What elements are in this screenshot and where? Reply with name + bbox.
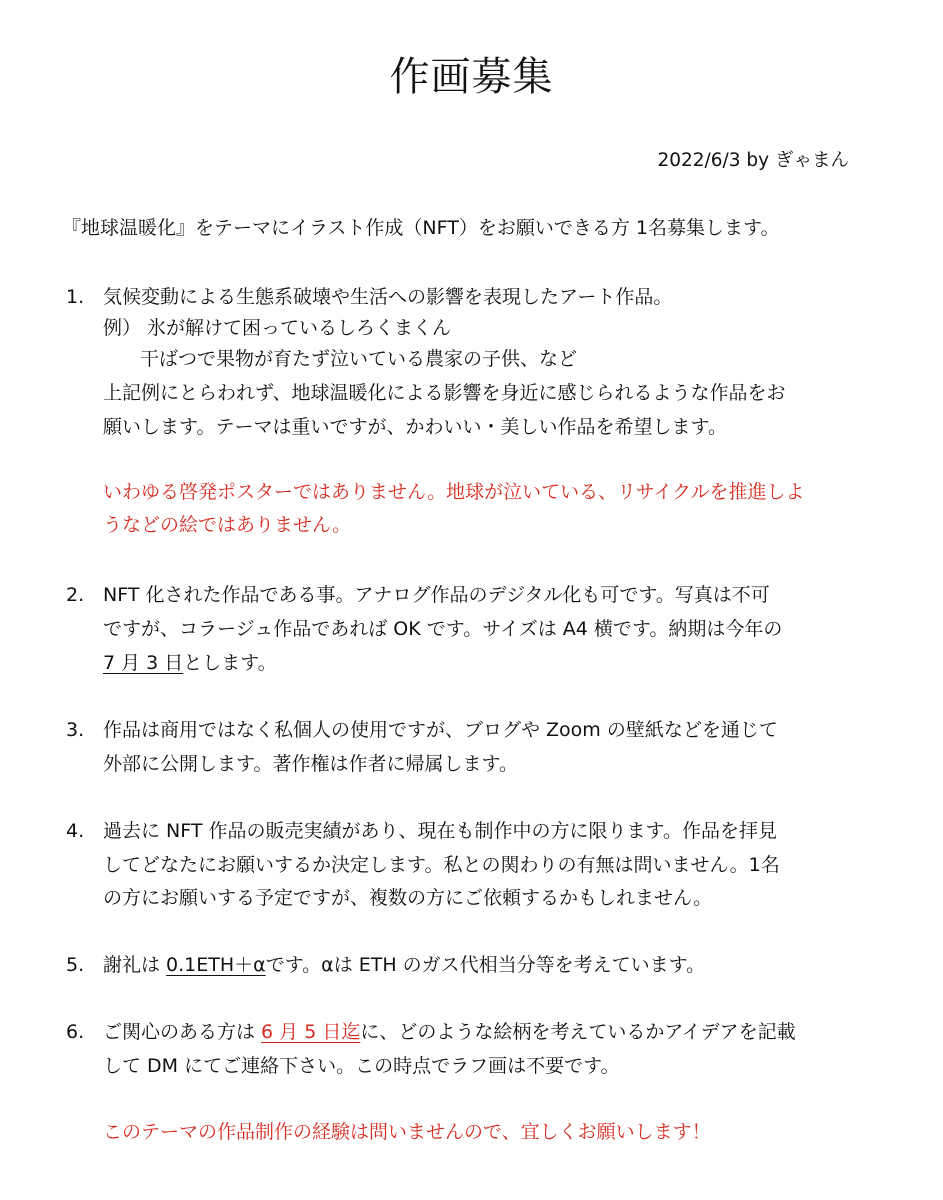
item-6-line-1 (103, 1018, 796, 1046)
item-1-line-3: 干ばつで果物が育たず泣いている農家の子供、など (140, 348, 578, 370)
item-4-line-2: してどなたにお願いするか決定します。私との関わりの有無は問いません。1名 (103, 854, 780, 876)
deadline-suffix: とします。 (183, 652, 277, 674)
item-1-line-1: 気候変動による生態系破壊や生活への影響を表現したアート作品。 (103, 286, 673, 308)
item-4-number: 4. (66, 820, 85, 842)
item-3-line-2: 外部に公開します。著作権は作者に帰属します。 (103, 753, 518, 775)
item-1-line-5: 願いします。テーマは重いですが、かわいい・美しい作品を希望します。 (103, 416, 727, 438)
contact-deadline: 6 月 5 日迄 (261, 1021, 361, 1043)
item-6-number: 6. (66, 1021, 85, 1043)
item-1-note-line-2: うなどの絵ではありません。 (103, 514, 352, 536)
closing-message: このテーマの作品制作の経験は問いませんので、宜しくお願いします！ (103, 1121, 711, 1143)
item-1-line-2: 例） 氷が解けて困っているしろくまくん (103, 317, 452, 339)
item-6-line-2: して DM にてご連絡下さい。この時点でラフ画は不要です。 (103, 1055, 620, 1077)
date-author-line: 2022/6/3 by ぎゃまん (657, 150, 849, 171)
item-2-number: 2. (66, 584, 85, 606)
item-1-line-4: 上記例にとらわれず、地球温暖化による影響を身近に感じられるような作品をお (103, 382, 786, 404)
intro-text: 『地球温暖化』をテーマにイラスト作成（NFT）をお願いできる方 1名募集します。 (62, 217, 780, 239)
page-title: 作画募集 (389, 54, 554, 100)
item-3-line-1: 作品は商用ではなく私個人の使用ですが、ブログや Zoom の壁紙などを通じて (103, 719, 778, 741)
item-5-number: 5. (66, 954, 85, 976)
item-1-note-line-1: いわゆる啓発ポスターではありません。地球が泣いている、リサイクルを推進しよ (103, 481, 805, 503)
deadline-date: 7 月 3 日 (103, 652, 184, 674)
item-2-line-3 (103, 649, 277, 677)
item-4-line-3: の方にお願いする予定ですが、複数の方にご依頼するかもしれません。 (103, 887, 713, 909)
item-3-number: 3. (66, 719, 85, 741)
item-2-line-2: ですが、コラージュ作品であれば OK です。サイズは A4 横です。納期は今年の (103, 618, 783, 640)
item-4-line-1: 過去に NFT 作品の販売実績があり、現在も制作中の方に限ります。作品を拝見 (103, 820, 777, 842)
reward-prefix: 謝礼は (103, 954, 167, 976)
reward-amount: 0.1ETH＋α (166, 954, 266, 976)
contact-suffix: に、どのような絵柄を考えているかアイデアを記載 (360, 1021, 796, 1043)
item-2-line-1: NFT 化された作品である事。アナログ作品のデジタル化も可です。写真は不可 (103, 584, 770, 606)
item-1-number: 1. (66, 286, 85, 308)
contact-prefix: ご関心のある方は (103, 1021, 262, 1043)
reward-suffix: です。αは ETH のガス代相当分等を考えています。 (265, 954, 706, 976)
item-5-line-1 (103, 951, 705, 979)
